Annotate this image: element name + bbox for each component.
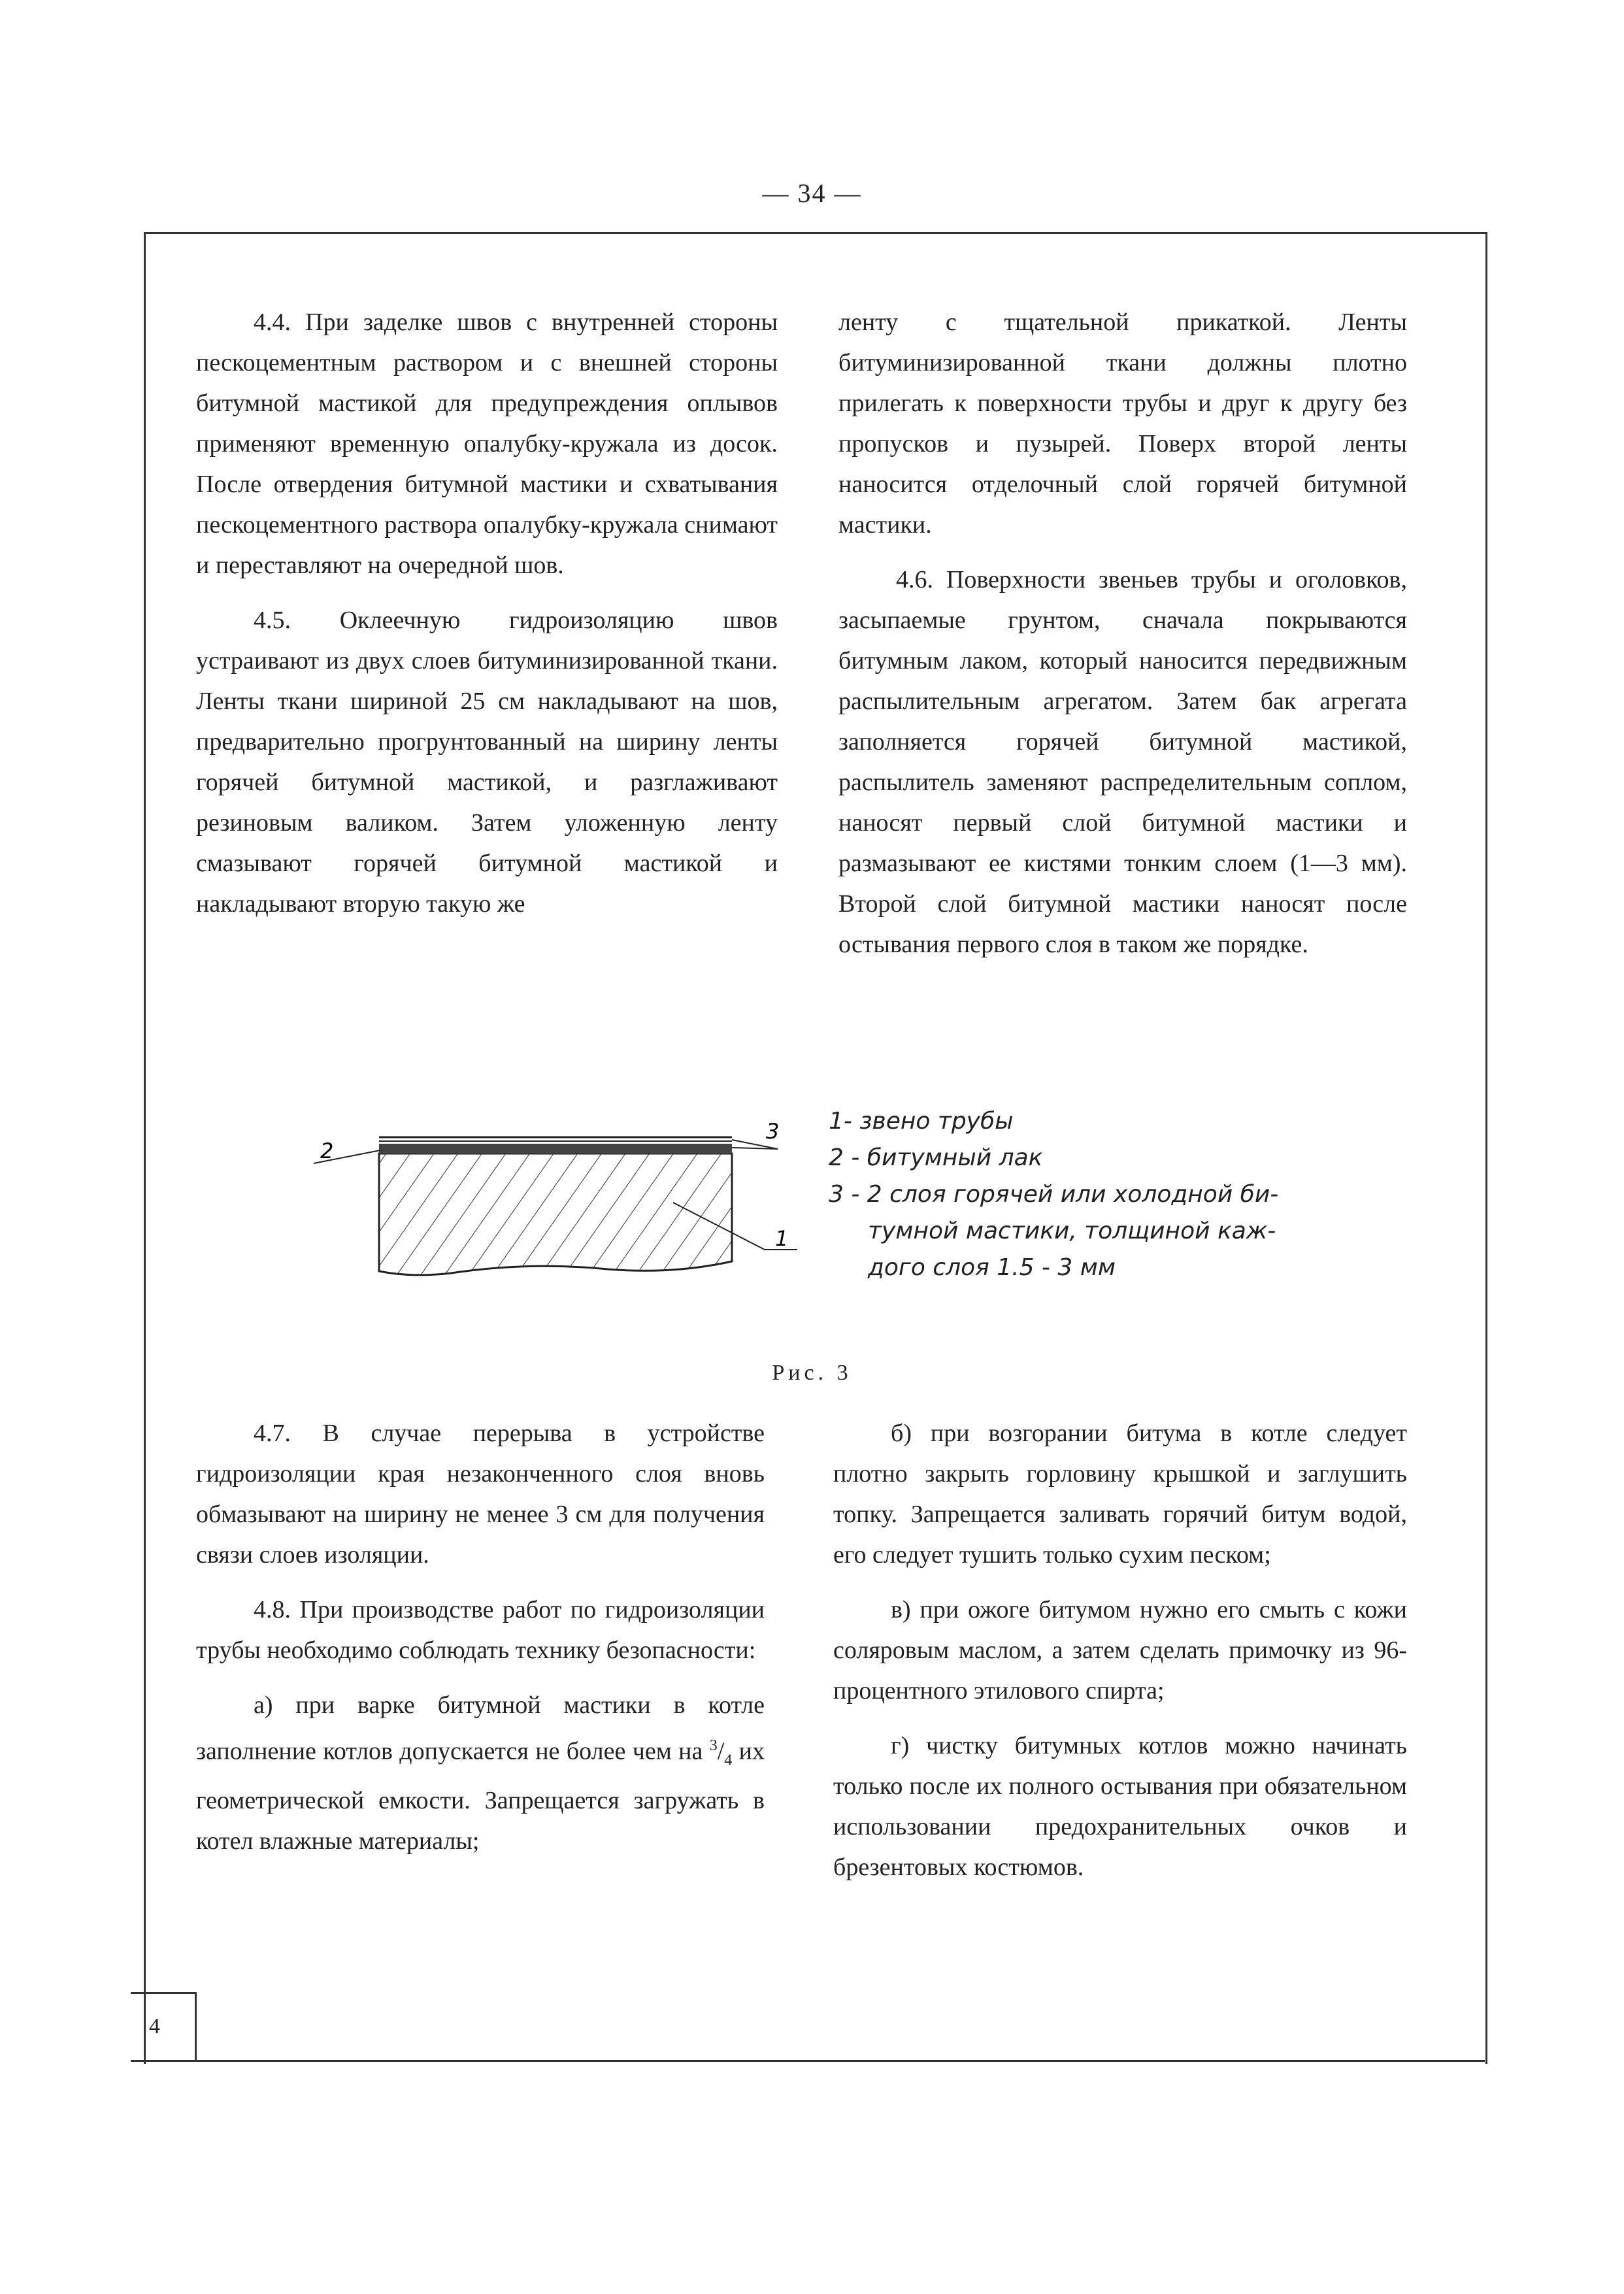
figure-pipe-insulation <box>281 1098 804 1314</box>
paragraph-4-8: 4.8. При производстве работ по гидроизоляции трубы необходимо соблюдать технику безопасности: <box>196 1596 765 1664</box>
sheet-number-box <box>131 1992 197 2062</box>
label-three: 3 <box>766 1119 780 1144</box>
sheet-number: 4 <box>149 2014 160 2038</box>
paragraph-a-start: а) при варке битумной мастики в котле заполнение котлов допускается не более чем на <box>196 1691 765 1765</box>
page-number: — 34 — <box>762 178 862 208</box>
fraction-denominator: 4 <box>724 1752 733 1769</box>
label-one: 1 <box>775 1226 789 1251</box>
paragraph-4-7: 4.7. В случае перерыва в устройстве гидроизоляции края незаконченного слоя вновь обмазывают на ширину не менее 3 см для получения связи слоев изоляции. <box>196 1420 765 1569</box>
fraction-slash: / <box>717 1737 725 1765</box>
fraction-numerator: 3 <box>709 1737 718 1754</box>
bitumen-layers-top <box>379 1144 732 1154</box>
paragraph-b: б) при возгорании битума в котле следует плотно закрыть горловину крышкой и заглушить топку. Запрещается заливать горячий битум водой, его следует тушить только сухим песком; <box>833 1420 1407 1569</box>
pipe-section-hatched <box>379 1154 732 1275</box>
paragraph-4-5: 4.5. Оклеечную гидроизоляцию швов устраивают из двух слоев битуминизированной ткани. Ленты ткани шириной 25 см накладывают на шов, предварительно прогрунтованный на ширину ленты горячей битумной мастикой, и разглаживают резиновым валиком. Затем уложенную ленту смазывают горячей битумной мастикой и накладывают вторую такую же <box>196 607 778 918</box>
paragraph-g: г) чистку битумных котлов можно начинать только после их полного остывания при обязательном использовании предохранительных очков и брезентовых костюмов. <box>833 1732 1407 1881</box>
legend-item-1: 1- звено трубы <box>829 1108 1014 1135</box>
paragraph-v: в) при ожоге битумом нужно его смыть с кожи соляровым маслом, а затем сделать примочку из 96-процентного этилового спирта; <box>833 1596 1407 1704</box>
right-column-top <box>838 302 1407 979</box>
left-column-bottom <box>196 1413 765 1876</box>
figure-caption: Рис. 3 <box>772 1361 852 1385</box>
left-column-top <box>196 302 778 939</box>
paragraph-a <box>196 1685 765 1861</box>
paragraph-4-4: 4.4. При заделке швов с внутренней стороны пескоцементным раствором и с внешней стороны битумной мастикой для предупреждения оплывов применяют временную опалубку-кружала из досок. После отвердения битумной мастики и схватывания пескоцементного раствора опалубку-кружала снимают и переставляют на очередной шов. <box>196 308 778 579</box>
legend-item-3-line-2: тумной мастики, толщиной каж- <box>868 1218 1276 1244</box>
legend-item-3-line-3: дого слоя 1.5 - 3 мм <box>868 1254 1116 1281</box>
legend-item-3: 3 - 2 слоя горячей или холодной би- <box>829 1181 1279 1208</box>
label-two: 2 <box>320 1139 334 1163</box>
frame-bottom-line <box>131 2060 1485 2062</box>
paragraph-a-end: их геометрической емкости. Запрещается загружать в котел влажные материалы; <box>196 1737 765 1855</box>
paragraph-4-5-continued: ленту с тщательной прикаткой. Ленты битуминизированной ткани должны плотно прилегать к поверхности трубы и друг к другу без пропусков и пузырей. Поверх второй ленты наносится отделочный слой горячей битумной мастики. <box>838 308 1407 539</box>
legend-item-2: 2 - битумный лак <box>829 1144 1043 1171</box>
paragraph-4-6: 4.6. Поверхности звеньев трубы и оголовков, засыпаемые грунтом, сначала покрываются битумным лаком, который наносится передвижным распылительным агрегатом. Затем бак агрегата заполняется горячей битумной мастикой, распылитель заменяют распределительным соплом, наносят первый слой битумной мастики и размазывают ее кистями тонким слоем (1—3 мм). Второй слой битумной мастики наносят после остывания первого слоя в таком же порядке. <box>838 566 1407 958</box>
right-column-bottom <box>833 1413 1407 1902</box>
figure-legend <box>829 1103 1417 1286</box>
